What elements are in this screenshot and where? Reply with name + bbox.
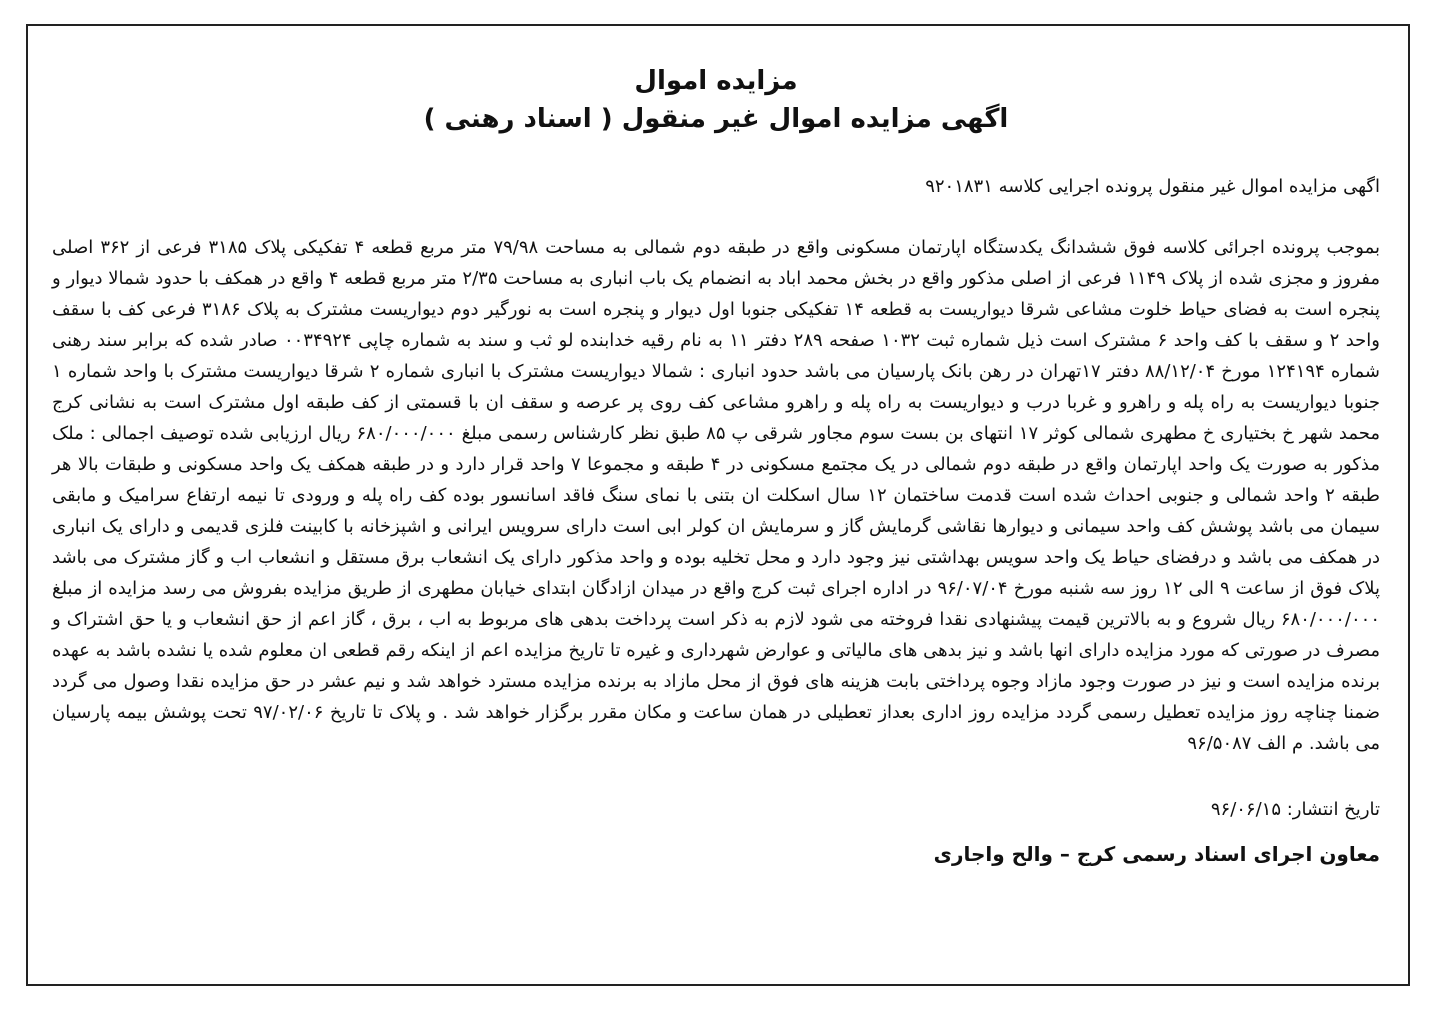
notice-body: بموجب پرونده اجرائی کلاسه فوق ششدانگ یکدستگاه اپارتمان مسکونی واقع در طبقه دوم شمالی به مساحت ۷۹/۹۸ متر مربع قطعه ۴ تفکیکی پلاک ۳۱۸۵ فرعی از ۳۶۲ اصلی مفروز و مجزی شده از پلاک ۱۱۴۹ فرعی از اصلی مذکور واقع در بخش محمد اباد به انضمام یک باب انباری به مساحت ۲/۳۵ متر مربع قطعه ۴ واقع در همکف با حدود شمالا دیوار و پنجره است به فضای حیاط خلوت مشاعی شرقا دیواریست به قطعه ۱۴ تفکیکی جنوبا اول دیوار و پنجره است به نورگیر دوم دیواریست مشترک به پلاک ۳۱۸۶ فرعی کف با سقف واحد ۲ و سقف با کف واحد ۶ مشترک است ذیل شماره ثبت ۱۰۳۲ صفحه ۲۸۹ دفتر ۱۱ به نام رقیه خدابنده لو ثب و سند به شماره چاپی ۰۰۳۴۹۲۴ صادر شده که برابر سند رهنی شماره ۱۲۴۱۹۴ مورخ ۸۸/۱۲/۰۴ دفتر ۱۷تهران در رهن بانک پارسیان می باشد حدود انباری : شمالا دیواریست مشترک با انباری شماره ۲ شرقا دیواریست مشترک با واحد شماره ۱ جنوبا دیواریست به راه پله و راهرو و غربا درب و دیواریست به راه پله و راهرو مشاعی کف روی پر عرصه و سقف ان با قسمتی از کف طبقه اول مشترک است به نشانی کرج محمد شهر خ بختیاری خ مطهری شمالی کوثر ۱۷ انتهای بن بست سوم مجاور شرقی پ ۸۵ طبق نظر کارشناس رسمی مبلغ ۶۸۰/۰۰۰/۰۰۰ ریال ارزیابی شده توصیف اجمالی : ملک مذکور به صورت یک واحد اپارتمان واقع در طبقه دوم شمالی در یک مجتمع مسکونی در ۴ طبقه و مجموعا ۷ واحد قرار دارد و در طبقه همکف یک واحد مسکونی و طبقات بالا هر طبقه ۲ واحد شمالی و جنوبی احداث شده است قدمت ساختمان ۱۲ سال اسکلت ان بتنی با نمای سنگ فاقد اسانسور بوده کف راه پله و ورودی تا نیمه ارتفاع سرامیک و مابقی سیمان می باشد پوشش کف واحد سیمانی و دیوارها نقاشی گرمایش گاز و سرمایش ان کولر ابی است دارای سرویس ایرانی و اشپزخانه با کابینت فلزی قدیمی و دارای یک انباری در همکف می باشد و درفضای حیاط یک واحد سویس بهداشتی نیز وجود دارد و محل تخلیه بوده و واحد مذکور دارای یک انشعاب برق مستقل و انشعاب اب و گاز مشترک می باشد پلاک فوق از ساعت ۹ الی ۱۲ روز سه شنبه مورخ ۹۶/۰۷/۰۴ در اداره اجرای ثبت کرج واقع در میدان ازادگان ابتدای خیابان مطهری از طریق مزایده بفروش می رسد مزایده از مبلغ ۶۸۰/۰۰۰/۰۰۰ ریال شروع و به بالاترین قیمت پیشنهادی نقدا فروخته می شود لازم به ذکر است پرداخت بدهی های مربوط به اب ، برق ، گاز اعم از حق انشعاب و یا حق اشتراک و مصرف در صورتی که مورد مزایده دارای انها باشد و نیز بدهی های مالیاتی و عوارض شهرداری و غیره تا تاریخ مزایده اعم از اینکه رقم قطعی ان معلوم شده یا نشده باشد به عهده برنده مزایده است و نیز در صورت وجود مازاد وجوه پرداختی بابت هزینه های فوق از محل مازاد به برنده مزایده مسترد خواهد شد و نیم عشر در حق مزایده نقدا وصول می گردد ضمنا چناچه روز مزایده تعطیل رسمی گردد مزایده روز اداری بعداز تعطیلی در همان ساعت و مکان مقرر برگزار خواهد شد . و پلاک تا تاریخ ۹۷/۰۲/۰۶ تحت پوشش بیمه پارسیان می باشد. م الف ۹۶/۵۰۸۷	[52, 237, 1381, 754]
notice-title: مزایده اموال	[634, 66, 798, 96]
notice-content	[52, 62, 1380, 869]
signature: معاون اجرای اسناد رسمی کرج – والح واجاری	[933, 842, 1380, 866]
publish-date: تاریخ انتشار: ۹۶/۰۶/۱۵	[1210, 799, 1380, 820]
notice-subtitle: اگهی مزایده اموال غیر منقول ( اسناد رهنی )	[423, 104, 1009, 134]
notice-intro: اگهی مزایده اموال غیر منقول پرونده اجرایی کلاسه ۹۲۰۱۸۳۱	[925, 176, 1380, 197]
